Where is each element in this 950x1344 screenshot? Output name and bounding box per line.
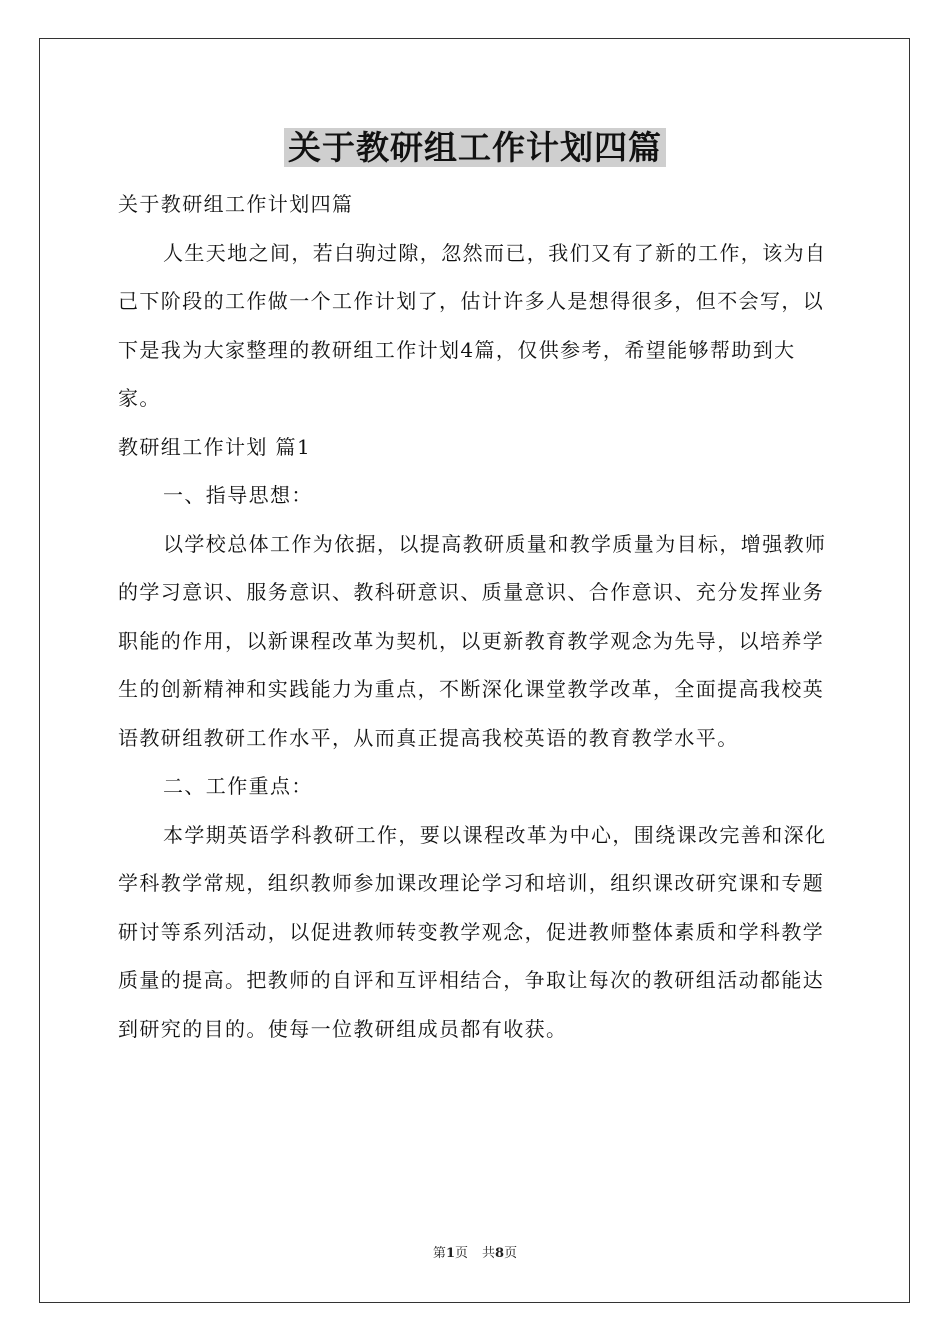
intro-paragraph: 人生天地之间，若白驹过隙，忽然而已，我们又有了新的工作，该为自己下阶段的工作做一个工作计划了，估计许多人是想得很多，但不会写，以下是我为大家整理的教研组工作计划4篇，仅供参考，希望能够帮助到大家。: [118, 240, 827, 410]
document-body: [118, 180, 836, 1053]
page-suffix: 页: [454, 1246, 468, 1261]
document-title: [0, 126, 950, 170]
total-prefix: 共: [482, 1246, 496, 1261]
page-footer: [0, 1244, 950, 1264]
subtitle-paragraph: 关于教研组工作计划四篇: [118, 192, 354, 216]
subheading-guiding-thought: 一、指导思想：: [163, 483, 313, 507]
total-pages: 8: [495, 1246, 505, 1261]
document-title-text: 关于教研组工作计划四篇: [284, 128, 666, 167]
total-suffix: 页: [504, 1246, 518, 1261]
page-number: 1: [445, 1246, 455, 1261]
guiding-thought-paragraph: 以学校总体工作为依据，以提高教研质量和教学质量为目标，增强教师的学习意识、服务意识、教科研意识、质量意识、合作意识、充分发挥业务职能的作用，以新课程改革为契机，以更新教育教学观念为先导，以培养学生的创新精神和实践能力为重点，不断深化课堂教学改革，全面提高我校英语教研组教研工作水平，从而真正提高我校英语的教育教学水平。: [118, 531, 827, 750]
work-focus-paragraph: 本学期英语学科教研工作，要以课程改革为中心，围绕课改完善和深化学科教学常规，组织教师参加课改理论学习和培训，组织课改研究课和专题研讨等系列活动，以促进教师转变教学观念，促进教师整体素质和学科教学质量的提高。把教师的自评和互评相结合，争取让每次的教研组活动都能达到研究的目的。使每一位教研组成员都有收获。: [118, 822, 827, 1041]
subheading-work-focus: 二、工作重点：: [163, 774, 313, 798]
page-prefix: 第: [432, 1246, 446, 1261]
section-heading: 教研组工作计划 篇1: [118, 434, 312, 459]
